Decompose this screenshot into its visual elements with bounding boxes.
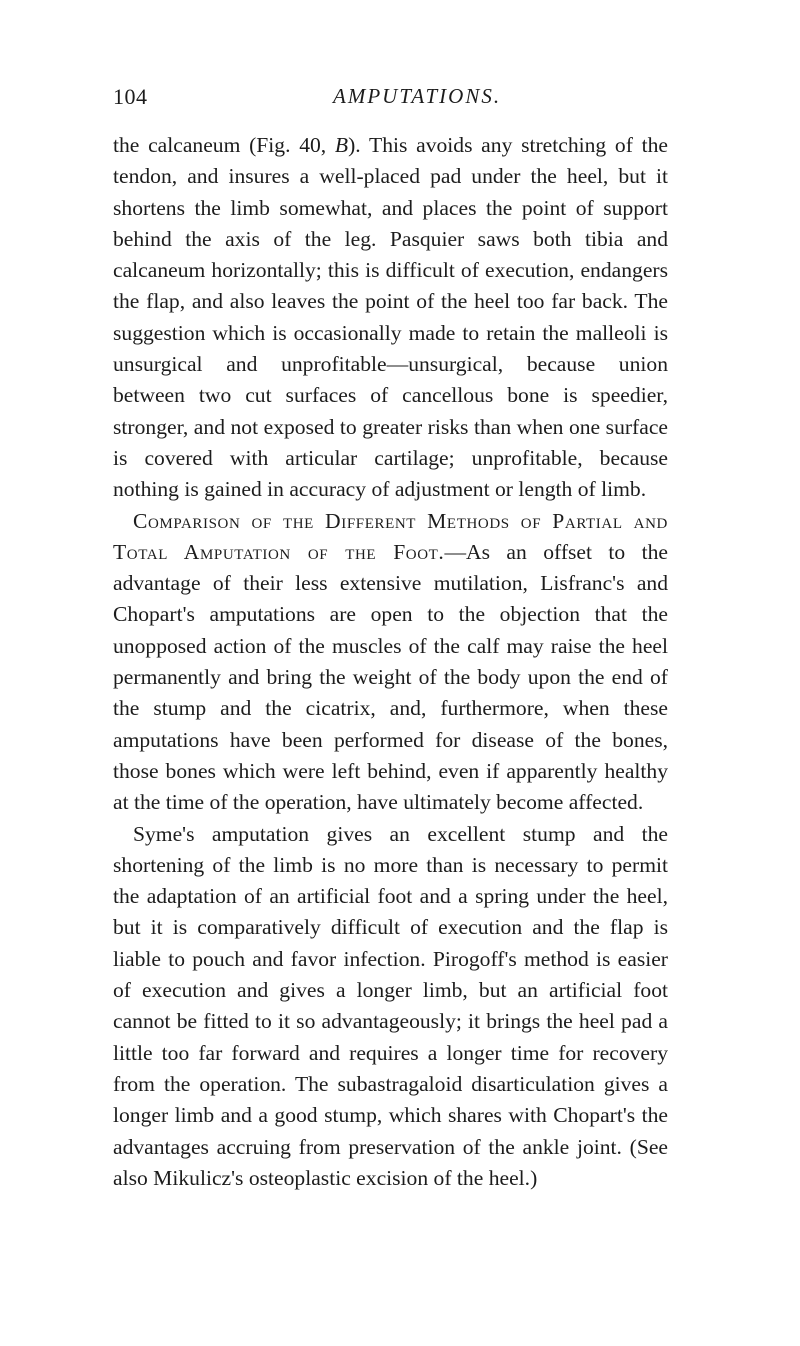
paragraph-calcaneum: the calcaneum (Fig. 40, B). This avoids any stretching of the tendon, and insures a well-placed pad under the heel, but it shortens the limb somewhat, and places the point of support behind the axis of the leg. Pasquier saws both tibia and calcaneum horizontally; this is difficult of execution, endangers the flap, and also leaves the point of the heel too far back. The suggestion which is occasionally made to retain the malleoli is unsurgical and unprofitable—unsurgical, because union between two cut surfaces of cancellous bone is speedier, stronger, and not exposed to greater risks than when one surface is covered with articular cartilage; unprofitable, because nothing is gained in accuracy of adjustment or length of limb.	[113, 133, 668, 502]
section-heading: Comparison of the Different Methods of Partial and Total Amputation of the Foot.	[113, 508, 668, 564]
running-title: AMPUTATIONS.	[333, 84, 502, 108]
page-number: 104	[113, 84, 148, 109]
paragraph-comparison: Comparison of the Different Methods of Partial and Total Amputation of the Foot.—As an offset to the advantage of their less extensive mutilation, Lisfranc's and Chopart's amputations are open to the objection that the unopposed action of the muscles of the calf may raise the heel permanently and bring the weight of the body upon the end of the stump and the cicatrix, and, furthermore, when these amputations have been performed for disease of the bones, those bones which were left behind, even if apparently healthy at the time of the operation, have ultimately become affected.	[113, 508, 668, 815]
running-head	[113, 84, 673, 114]
body-text	[113, 130, 668, 1194]
paragraph-syme: Syme's amputation gives an excellent stump and the shortening of the limb is no more than is necessary to permit the adaptation of an artificial foot and a spring under the heel, but it is comparatively difficult of execution and the flap is liable to pouch and favor infection. Pirogoff's method is easier of execution and gives a longer limb, but an artificial foot cannot be fitted to it so advantageously; it brings the heel pad a little too far forward and requires a longer time for recovery from the operation. The subastragaloid disarticulation gives a longer limb and a good stump, which shares with Chopart's the advantages accruing from preservation of the ankle joint. (See also Mikulicz's osteoplastic excision of the heel.)	[113, 821, 668, 1190]
